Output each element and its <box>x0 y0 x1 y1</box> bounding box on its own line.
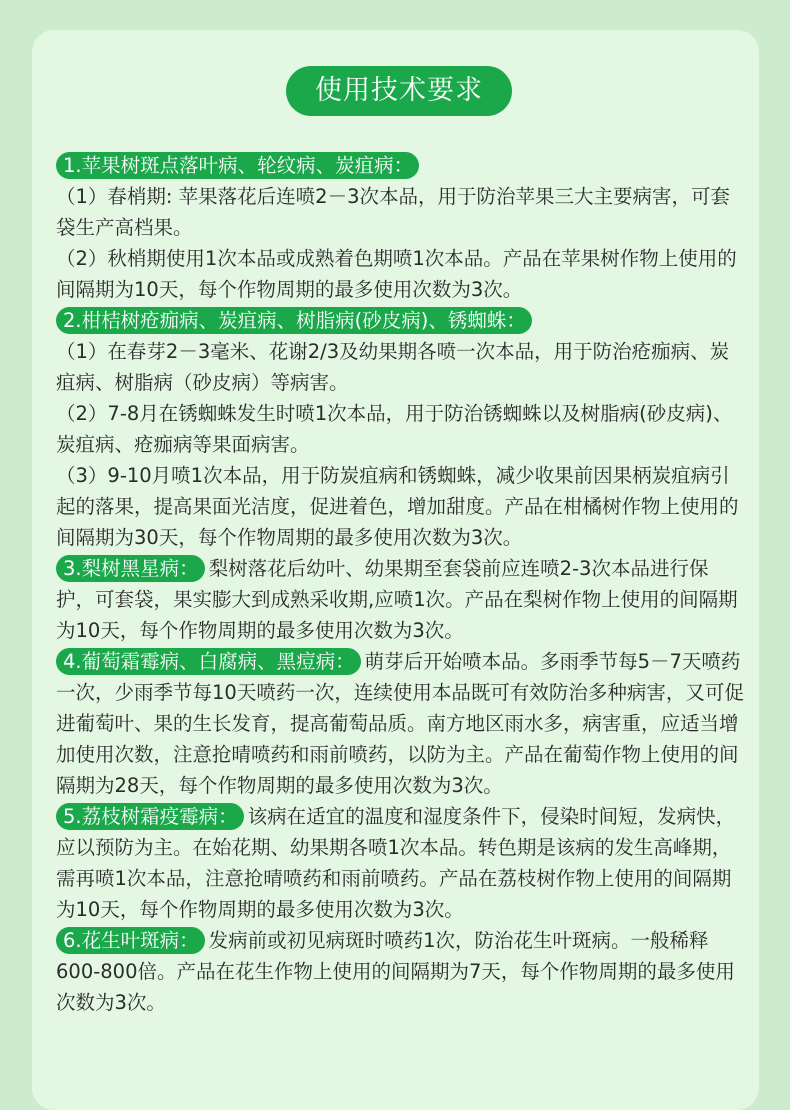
section-text: 发病前或初见病斑时喷药1次，防治花生叶斑病。一般稀释600-800倍。产品在花生作物上使用的间隔期为7天，每个作物周期的最多使用次数为3次。 <box>56 929 735 1014</box>
section-apple <box>56 150 744 305</box>
section-text: 梨树落花后幼叶、幼果期至套袋前应连喷2-3次本品进行保护，可套袋，果实膨大到成熟采收期,应喷1次。产品在梨树作物上使用的间隔期为10天，每个作物周期的最多使用次数为3次。 <box>56 557 738 642</box>
section-heading: 6.花生叶斑病： <box>56 927 205 954</box>
section-text: 该病在适宜的温度和湿度条件下，侵染时间短，发病快，应以预防为主。在始花期、幼果期各喷1次本品。转色期是该病的发生高峰期，需再喷1次本品，注意抢晴喷药和雨前喷药。产品在荔枝树作物上使用的间隔期为10天，每个作物周期的最多使用次数为3次。 <box>56 805 736 921</box>
section-text: 萌芽后开始喷本品。多雨季节每5－7天喷药一次，少雨季节每10天喷药一次，连续使用本品既可有效防治多种病害，又可促进葡萄叶、果的生长发育，提高葡萄品质。南方地区雨水多，病害重，应适当增加使用次数，注意抢晴喷药和雨前喷药，以防为主。产品在葡萄作物上使用的间隔期为28天，每个作物周期的最多使用次数为3次。 <box>56 650 744 797</box>
section-heading: 2.柑桔树疮痂病、炭疽病、树脂病(砂皮病)、锈蜘蛛： <box>56 307 532 334</box>
section-paragraph: （1）春梢期: 苹果落花后连喷2－3次本品，用于防治苹果三大主要病害，可套袋生产高档果。 <box>56 185 730 239</box>
section-heading: 3.梨树黑星病： <box>56 555 205 582</box>
section-citrus <box>56 305 744 553</box>
section-grape <box>56 646 744 801</box>
section-paragraph: （1）在春芽2－3毫米、花谢2/3及幼果期各喷一次本品，用于防治疮痂病、炭疽病、树脂病（砂皮病）等病害。 <box>56 340 730 394</box>
page-title: 使用技术要求 <box>286 66 512 116</box>
section-paragraph: （3）9-10月喷1次本品，用于防炭疽病和锈蜘蛛，减少收果前因果柄炭疽病引起的落果，提高果面光洁度，促进着色，增加甜度。产品在柑橘树作物上使用的间隔期为30天，每个作物周期的最多使用次数为3次。 <box>56 464 739 549</box>
section-peanut <box>56 925 744 1018</box>
section-paragraph: （2）7-8月在锈蜘蛛发生时喷1次本品，用于防治锈蜘蛛以及树脂病(砂皮病)、炭疽病、疮痂病等果面病害。 <box>56 402 733 456</box>
section-heading: 1.苹果树斑点落叶病、轮纹病、炭疽病： <box>56 152 419 179</box>
section-pear <box>56 553 744 646</box>
section-paragraph: （2）秋梢期使用1次本品或成熟着色期喷1次本品。产品在苹果树作物上使用的间隔期为10天，每个作物周期的最多使用次数为3次。 <box>56 247 737 301</box>
instructions-body <box>56 150 744 1018</box>
section-heading: 4.葡萄霜霉病、白腐病、黑痘病： <box>56 648 361 675</box>
section-lychee <box>56 801 744 925</box>
section-heading: 5.荔枝树霜疫霉病： <box>56 803 244 830</box>
